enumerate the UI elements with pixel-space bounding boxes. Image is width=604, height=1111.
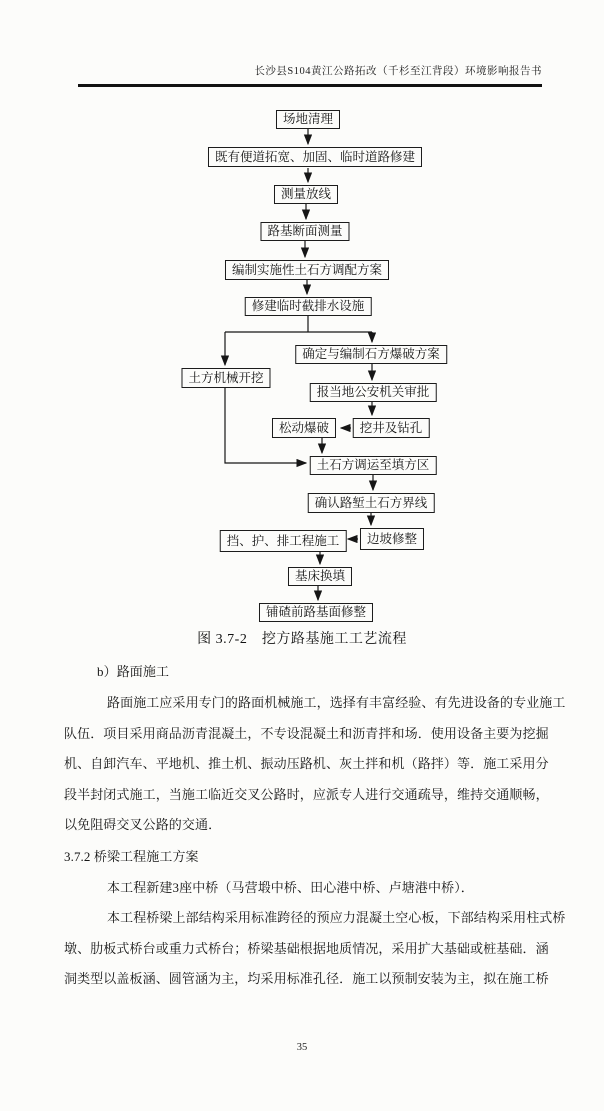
flow-node-retaining-works: 挡、护、排工程施工 [220,530,347,552]
flow-node-bed-replacement: 基床换填 [288,567,352,586]
paragraph-line: 机、自卸汽车、平地机、推土机、振动压路机、灰土拌和机（路拌）等．施工采用分 [64,756,549,771]
flow-node-site-clearing: 场地清理 [276,110,340,129]
paragraph-line: 以免阻碍交叉公路的交通． [64,817,222,832]
flow-node-mechanical-excavation: 土方机械开挖 [181,368,270,388]
flow-node-earthwork-transport: 土石方调运至填方区 [310,456,437,475]
flow-node-road-widening: 既有便道拓宽、加固、临时道路修建 [208,147,422,167]
flow-node-slope-trimming: 边坡修整 [360,528,424,550]
paragraph-line: 墩、肋板式桥台或重力式桥台；桥梁基础根据地质情况，采用扩大基础或桩基础．涵 [64,941,549,956]
section-heading-372: 3.7.2 桥梁工程施工方案 [64,849,199,864]
flow-node-earthwork-plan: 编制实施性土石方调配方案 [225,260,389,280]
flowchart [0,100,604,660]
paragraph-line: 段半封闭式施工，当施工临近交叉公路时，应派专人进行交通疏导，维持交通顺畅， [64,787,549,802]
flow-node-police-approval: 报当地公安机关审批 [310,383,437,402]
flow-node-loosening-blasting: 松动爆破 [272,418,336,438]
page-header: 长沙县S104黄江公路拓改（千杉至江背段）环境影响报告书 [254,66,542,77]
flow-node-drainage-facilities: 修建临时截排水设施 [245,297,372,316]
flow-node-subgrade-section: 路基断面测量 [260,222,349,241]
flow-node-survey-layout: 测量放线 [274,185,338,204]
header-rule [78,84,542,87]
section-heading-b: b）路面施工 [97,664,170,679]
paragraph-line: 本工程新建3座中桥（马营塅中桥、田心港中桥、卢塘港中桥）． [107,880,474,895]
flow-node-surface-trimming: 铺碴前路基面修整 [259,603,373,622]
paragraph-line: 队伍．项目采用商品沥青混凝土，不专设混凝土和沥青拌和场．使用设备主要为挖掘 [64,726,549,741]
paragraph-line: 路面施工应采用专门的路面机械施工，选择有丰富经验、有先进设备的专业施工 [107,695,566,710]
flow-node-cutting-boundary: 确认路堑土石方界线 [308,493,435,513]
paragraph-line: 洞类型以盖板涵、圆管涵为主，均采用标准孔径．施工以预制安装为主，拟在施工桥 [64,971,549,986]
page-number: 35 [296,1042,308,1053]
flow-node-blasting-plan: 确定与编制石方爆破方案 [295,345,447,364]
paragraph-line: 本工程桥梁上部结构采用标准跨径的预应力混凝土空心板，下部结构采用柱式桥 [107,910,566,925]
figure-caption: 图 3.7-2 挖方路基施工工艺流程 [197,632,407,647]
flow-node-well-drilling: 挖井及钻孔 [353,418,430,438]
